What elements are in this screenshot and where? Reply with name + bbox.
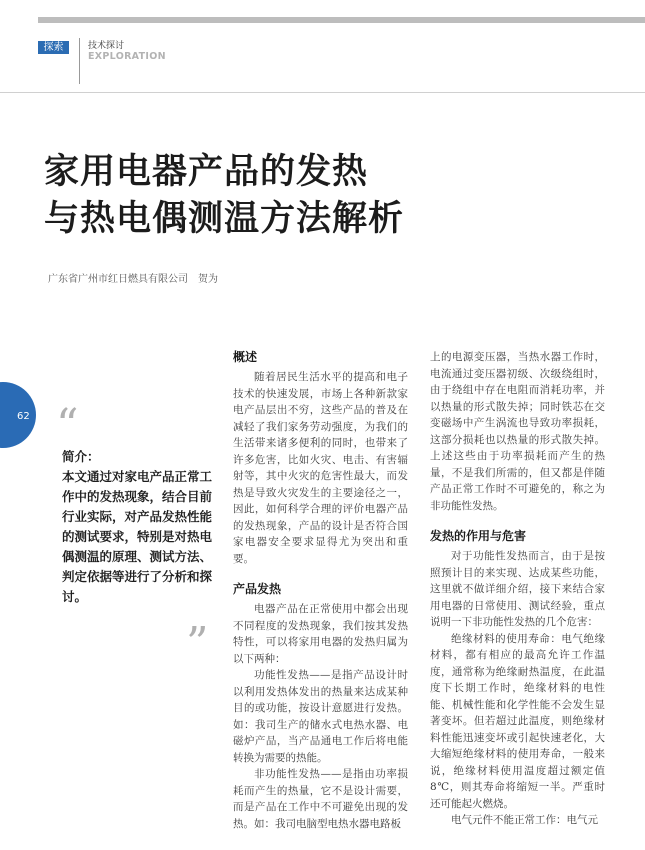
paragraph: 功能性发热——是指产品设计时以利用发热体发出的热量来达成某种目的或功能，按设计意愿进行发热。如：我司生产的储水式电热水器、电磁炉产品，当产品通电工作后将电能转换为需要的热能。 [233, 669, 408, 764]
heading-overview: 概述 [233, 350, 258, 364]
paragraph: 非功能性发热——是指由功率损耗而产生的热量，它不是设计需要，而是产品在工作中不可避免出现的发热。如：我司电脑型电热水器电路板 [233, 768, 408, 830]
section-tag: 探索 [38, 41, 69, 54]
body-column-1 [233, 349, 408, 832]
paragraph: 电气元件不能正常工作：电气元 [451, 814, 598, 826]
title-line-1: 家用电器产品的发热 [44, 151, 369, 192]
paragraph: 对于功能性发热而言，由于是按照预计目的来实现、达成某些功能，这里就不做详细介绍，接下来结合家用电器的日常使用、测试经验，重点说明一下非功能性发热的几个危害： [430, 550, 605, 628]
byline: 广东省广州市红日燃具有限公司 贺为 [48, 274, 218, 285]
paragraph: 上的电源变压器，当热水器工作时，电流通过变压器初级、次级绕组时，由于绕组中存在电阻而消耗功率，并以热量的形式散失掉；同时铁芯在交变磁场中产生涡流也导致功率损耗，这部分损耗也以热量的形式散失掉。上述这些由于功率损耗而产生的热量，不是我们所需的，但又都是伴随产品正常工作时不可避免的，称之为非功能性发热。 [430, 351, 605, 512]
open-quote-icon: “ [56, 400, 79, 451]
body-column-2 [430, 349, 605, 829]
abstract-text: 本文通过对家电产品正常工作中的发热现象，结合目前行业实际，对产品发热性能的测试要求，特别是对热电偶测温的原理、测试方法、判定依据等进行了分析和探讨。 [62, 469, 213, 604]
top-bar [38, 17, 645, 23]
abstract-label: 简介： [62, 449, 100, 464]
paragraph: 绝缘材料的使用寿命：电气绝缘材料，都有相应的最高允许工作温度，通常称为绝缘耐热温度，在此温度下长期工作时，绝缘材料的电性能、机械性能和化学性能不会发生显著变坏。但若超过此温度，则绝缘材料性能迅速变坏或引起快速老化，大大缩短绝缘材料的使用寿命，一般来说，绝缘材料使用温度超过额定值8℃，则其寿命将缩短一半。严重时还可能起火燃烧。 [430, 632, 605, 810]
heading-heating-effects: 发热的作用与危害 [430, 529, 527, 543]
abstract [62, 447, 220, 607]
heading-product-heating: 产品发热 [233, 582, 282, 596]
article-title [44, 148, 404, 242]
close-quote-icon: ” [186, 618, 209, 669]
section-name: 技术探讨 [88, 41, 125, 51]
page-number: 62 [17, 411, 30, 422]
header-rule [0, 92, 645, 93]
paragraph: 电器产品在正常使用中都会出现不同程度的发热现象，我们按其发热特性，可以将家用电器的发热归属为以下两种： [233, 603, 408, 665]
title-line-2: 与热电偶测温方法解析 [44, 198, 405, 239]
paragraph: 随着居民生活水平的提高和电子技术的快速发展，市场上各种新款家电产品层出不穷，这些产品的普及在减轻了我们家务劳动强度，为我们的生活带来诸多便利的同时，也带来了许多危害，比如火灾、电击、有害辐射等，其中火灾的危害性最大，而发热是导致火灾发生的主要途径之一，因此，如何科学合理的评价电器产品的发热现象，产品的设计是否符合国家电器安全要求显得尤为突出和重要。 [233, 371, 408, 565]
header-divider [79, 38, 80, 84]
section-name-en: EXPLORATION [88, 51, 166, 62]
